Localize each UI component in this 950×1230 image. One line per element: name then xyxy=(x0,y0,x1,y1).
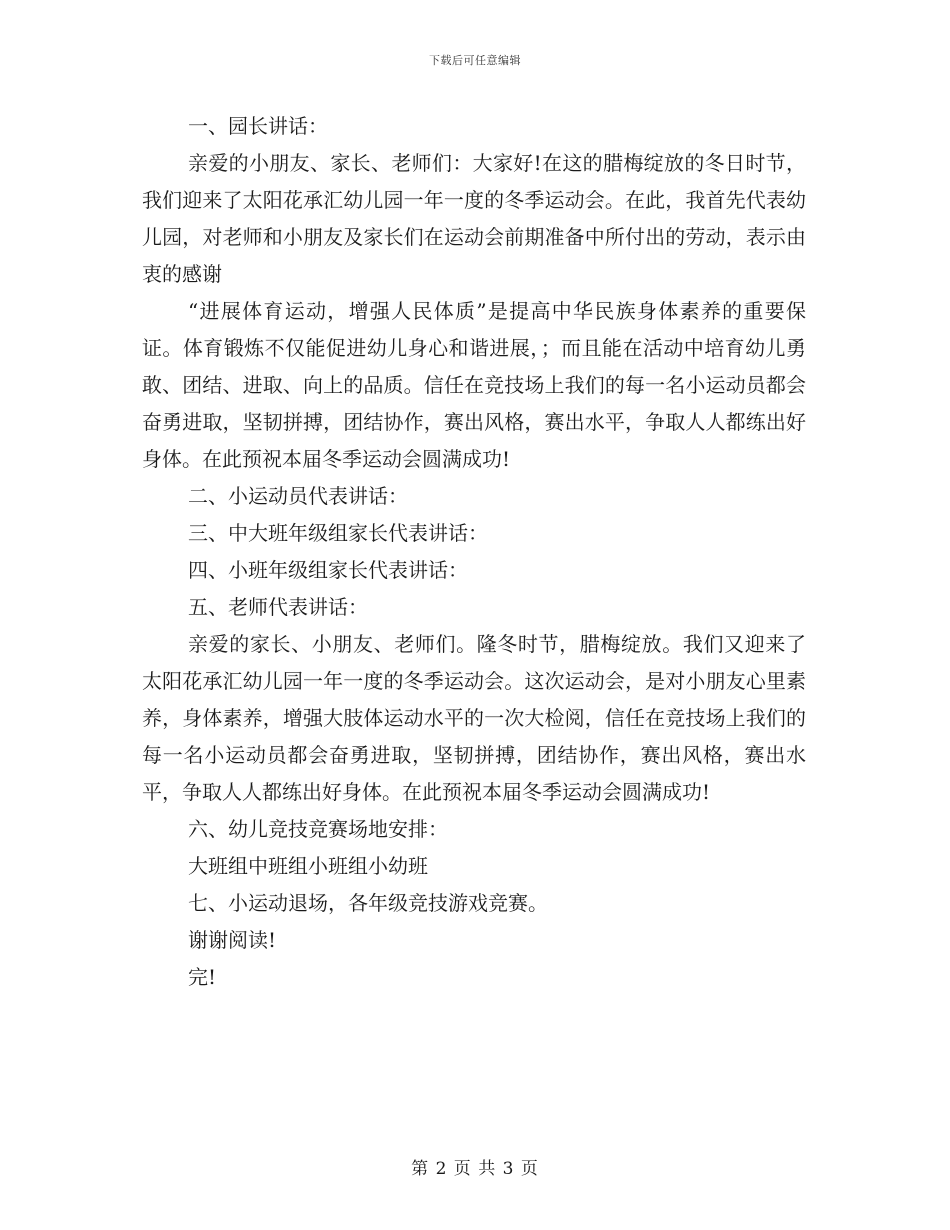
page-number: 第 2 页 共 3 页 xyxy=(411,1159,539,1179)
end-line: 完! xyxy=(188,965,217,989)
venue-groups-line: 大班组中班组小班组小幼班 xyxy=(188,854,428,878)
page-header-note: 下载后可任意编辑 xyxy=(429,54,521,67)
principal-speech-paragraph-1: 亲爱的小朋友、家长、老师们：大家好!在这的腊梅绽放的冬日时节，我们迎来了太阳花承汇幼儿园一年一度的冬季运动会。在此，我首先代表幼儿园，对老师和小朋友及家长们在运动会前期准备中所付出的劳动，表示由衷的感谢 xyxy=(142,151,806,286)
section-heading-venue-arrangement: 六、幼儿竞技竞赛场地安排： xyxy=(188,817,448,841)
section-heading-closing: 七、小运动退场，各年级竞技游戏竞赛。 xyxy=(188,891,548,915)
section-heading-athlete-speech: 二、小运动员代表讲话： xyxy=(188,484,408,508)
section-heading-principal-speech: 一、园长讲话： xyxy=(188,114,328,138)
teacher-speech-paragraph: 亲爱的家长、小朋友、老师们。隆冬时节，腊梅绽放。我们又迎来了太阳花承汇幼儿园一年一度的冬季运动会。这次运动会，是对小朋友心里素养，身体素养，增强大肢体运动水平的一次大检阅，信任在竞技场上我们的每一名小运动员都会奋勇进取，坚韧拼搏，团结协作，赛出风格，赛出水平，争取人人都练出好身体。在此预祝本届冬季运动会圆满成功! xyxy=(142,632,806,804)
section-heading-junior-parent-speech: 四、小班年级组家长代表讲话： xyxy=(188,558,468,582)
section-heading-senior-parent-speech: 三、中大班年级组家长代表讲话： xyxy=(188,521,488,545)
principal-speech-paragraph-2: “进展体育运动，增强人民体质”是提高中华民族身体素养的重要保证。体育锻炼不仅能促进幼儿身心和谐进展，；而且能在活动中培育幼儿勇敢、团结、进取、向上的品质。信任在竞技场上我们的每一名小运动员都会奋勇进取，坚韧拼搏，团结协作，赛出风格，赛出水平，争取人人都练出好身体。在此预祝本届冬季运动会圆满成功! xyxy=(142,299,806,471)
section-heading-teacher-speech: 五、老师代表讲话： xyxy=(188,595,368,619)
document-body xyxy=(142,108,806,996)
thanks-line: 谢谢阅读! xyxy=(188,928,277,952)
